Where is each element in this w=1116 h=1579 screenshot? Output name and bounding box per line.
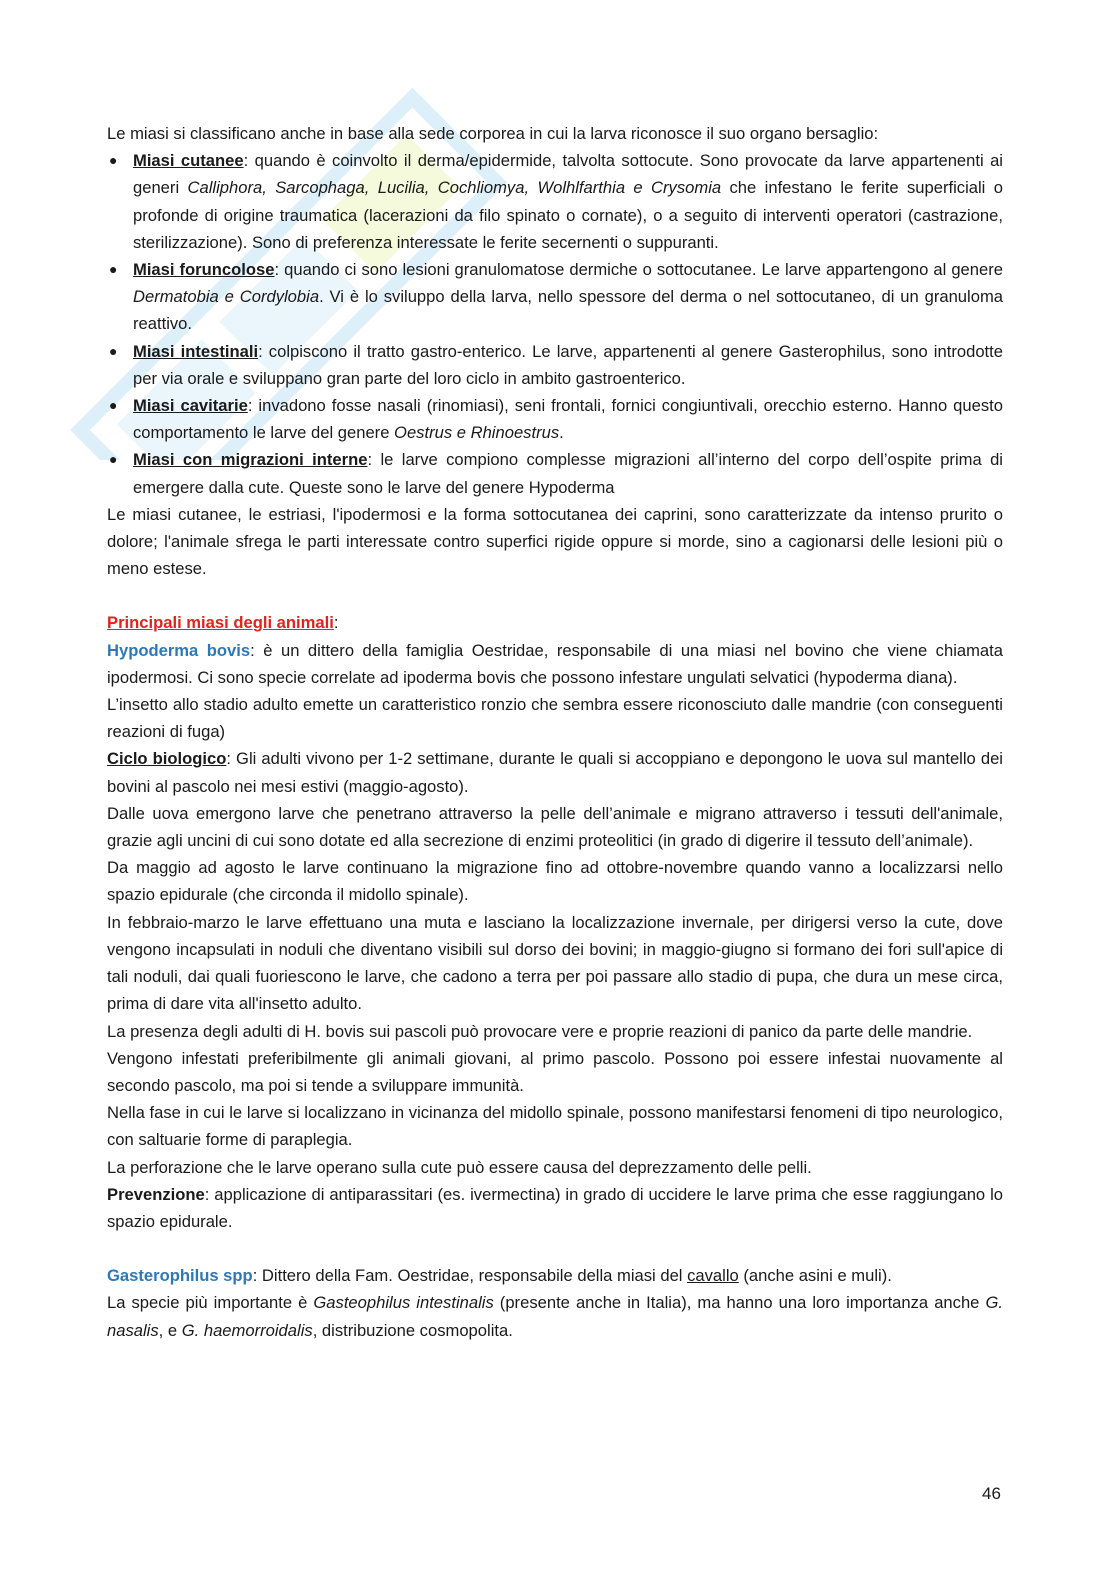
section-heading: [107, 609, 1003, 636]
text: , e: [158, 1320, 182, 1340]
intro-paragraph: Le miasi si classificano anche in base alla sede corporea in cui la larva riconosce il suo organo bersaglio:: [107, 124, 879, 143]
miasi-genera: Dermatobia e Cordylobia: [133, 287, 320, 307]
miasi-term: Miasi con migrazioni interne: [133, 450, 368, 470]
section-colon: :: [333, 613, 339, 633]
bullet-icon: ●: [109, 261, 118, 278]
list-item: [107, 256, 1003, 338]
paragraph: La perforazione che le larve operano sulla cute può essere causa del deprezzamento delle pelli.: [107, 1157, 812, 1177]
paragraph: Da maggio ad agosto le larve continuano la migrazione fino ad ottobre-novembre quando vanno a localizzarsi nello spazio epidurale (che circonda il midollo spinale).: [107, 858, 1003, 905]
list-item: [107, 392, 1003, 446]
spacer: [107, 582, 1003, 609]
prevenzione-label: Prevenzione: [107, 1184, 205, 1204]
paragraph: In febbraio-marzo le larve effettuano una muta e lasciano la localizzazione invernale, per dirigersi verso la cute, dove vengono incapsulati in noduli che diventano visibili sul dorso dei bovini; in maggio-giugno si formano dei fori sull'apice di tali noduli, dai quali fuoriescono le larve, che cadono a terra per poi passare allo stadio di pupa, che dura un mese circa, prima di dare vita all'insetto adulto.: [107, 912, 1003, 1014]
list-item: [107, 338, 1003, 392]
list-item: [107, 147, 1003, 256]
miasi-term: Miasi cutanee: [133, 151, 244, 171]
page-number: 46: [982, 1484, 1001, 1503]
miasi-text: : le larve compiono complesse migrazioni all’interno del corpo dell’ospite prima di emergere dalla cute. Queste sono le larve del genere Hypoderma: [133, 450, 1003, 497]
paragraph: Nella fase in cui le larve si localizzano in vicinanza del midollo spinale, possono manifestarsi fenomeni di tipo neurologico, con saltuarie forme di paraplegia.: [107, 1103, 1003, 1150]
paragraph: L’insetto allo stadio adulto emette un caratteristico ronzio che sembra essere riconosciuto dalle mandrie (con conseguenti reazioni di fuga): [107, 695, 1003, 742]
paragraph: La presenza degli adulti di H. bovis sui pascoli può provocare vere e proprie reazioni di panico da parte delle mandrie.: [107, 1021, 973, 1041]
species-name: Gasterophilus spp: [107, 1266, 253, 1286]
gasterophilus-intro: [107, 1262, 1003, 1289]
ciclo-label: Ciclo biologico: [107, 749, 227, 769]
species-name: Hypoderma bovis: [107, 640, 251, 660]
miasi-text: : quando ci sono lesioni granulomatose dermiche o sottocutanee. Le larve appartengono al genere: [274, 260, 1003, 280]
miasi-text: .: [559, 423, 564, 443]
miasi-text: che infestano le ferite superficiali o profonde di origine traumatica (lacerazioni da filo spinato o cornate), o a seguito di interventi operatori (castrazione, sterilizzazione). Sono di preferenza interessate le ferite secernenti o suppuranti.: [133, 178, 1003, 252]
text: , distribuzione cosmopolita.: [312, 1320, 513, 1340]
text: (presente anche in Italia), ma hanno una loro importanza anche: [493, 1293, 986, 1313]
ciclo-biologico-paragraph: [107, 745, 1003, 799]
species-italic: G. nasalis: [107, 1293, 1003, 1340]
gasterophilus-paragraph: [107, 1289, 1003, 1343]
text: La specie più importante è: [107, 1293, 314, 1313]
miasi-term: Miasi foruncolose: [133, 260, 275, 280]
species-desc: (anche asini e muli).: [738, 1266, 892, 1286]
prevenzione-paragraph: [107, 1181, 1003, 1235]
bullet-icon: ●: [109, 152, 118, 169]
miasi-genera: Calliphora, Sarcophaga, Lucilia, Cochliomya, Wolhlfarthia e Crysomia: [187, 178, 722, 198]
bullet-icon: ●: [109, 342, 118, 359]
miasi-text: : invadono fosse nasali (rinomiasi), seni frontali, fornici congiuntivali, orecchio esterno. Hanno questo comportamento le larve del genere: [133, 396, 1003, 443]
miasi-list: [107, 147, 1003, 501]
miasi-text: . Vi è lo sviluppo della larva, nello spessore del derma o nel sottocutaneo, di un granuloma reattivo.: [133, 287, 1003, 334]
after-list-paragraph: Le miasi cutanee, le estriasi, l'ipodermosi e la forma sottocutanea dei caprini, sono caratterizzate da intenso prurito o dolore; l'animale sfrega le parti interessate contro superfici rigide oppure si morde, sino a cagionarsi delle lesioni più o meno estese.: [107, 504, 1003, 579]
bullet-icon: ●: [109, 397, 118, 414]
miasi-term: Miasi cavitarie: [133, 396, 248, 416]
ciclo-text: : Gli adulti vivono per 1-2 settimane, durante le quali si accoppiano e depongono le uova sul mantello dei bovini al pascolo nei mesi estivi (maggio-agosto).: [107, 749, 1003, 796]
miasi-genera: Oestrus e Rhinoestrus: [394, 423, 560, 443]
miasi-text: : quando è coinvolto il derma/epidermide, talvolta sottocute. Sono provocate da larve appartenenti ai generi: [133, 151, 1003, 198]
hypoderma-intro: [107, 637, 1003, 691]
species-desc: : Dittero della Fam. Oestridae, responsabile della miasi del: [252, 1266, 688, 1286]
paragraph: Vengono infestati preferibilmente gli animali giovani, al primo pascolo. Possono poi essere infestai nuovamente al secondo pascolo, ma poi si tende a sviluppare immunità.: [107, 1048, 1003, 1095]
list-item: [107, 446, 1003, 500]
species-host: cavallo: [687, 1266, 739, 1286]
prevenzione-text: : applicazione di antiparassitari (es. ivermectina) in grado di uccidere le larve prima che esse raggiungano lo spazio epidurale.: [107, 1184, 1003, 1231]
document-page: [107, 120, 1003, 1344]
species-desc: : è un dittero della famiglia Oestridae, responsabile di una miasi nel bovino che viene chiamata ipodermosi. Ci sono specie correlate ad ipoderma bovis che possono infestare ungulati selvatici (hypoderma diana).: [107, 640, 1003, 687]
species-italic: Gasteophilus intestinalis: [313, 1293, 494, 1313]
bullet-icon: ●: [109, 451, 118, 468]
section-heading-text: Principali miasi degli animali: [107, 613, 334, 633]
miasi-term: Miasi intestinali: [133, 341, 259, 361]
paragraph: Dalle uova emergono larve che penetrano attraverso la pelle dell’animale e migrano attraverso i tessuti dell'animale, grazie agli uncini di cui sono dotate ed alla secrezione di enzimi proteolitici (in grado di digerire il tessuto dell’animale).: [107, 803, 1003, 851]
species-italic: G. haemorroidalis: [181, 1320, 313, 1340]
spacer: [107, 1235, 1003, 1262]
miasi-text: : colpiscono il tratto gastro-enterico. Le larve, appartenenti al genere Gasterophilus, sono introdotte per via orale e sviluppano gran parte del loro ciclo in ambito gastroenterico.: [133, 341, 1003, 388]
